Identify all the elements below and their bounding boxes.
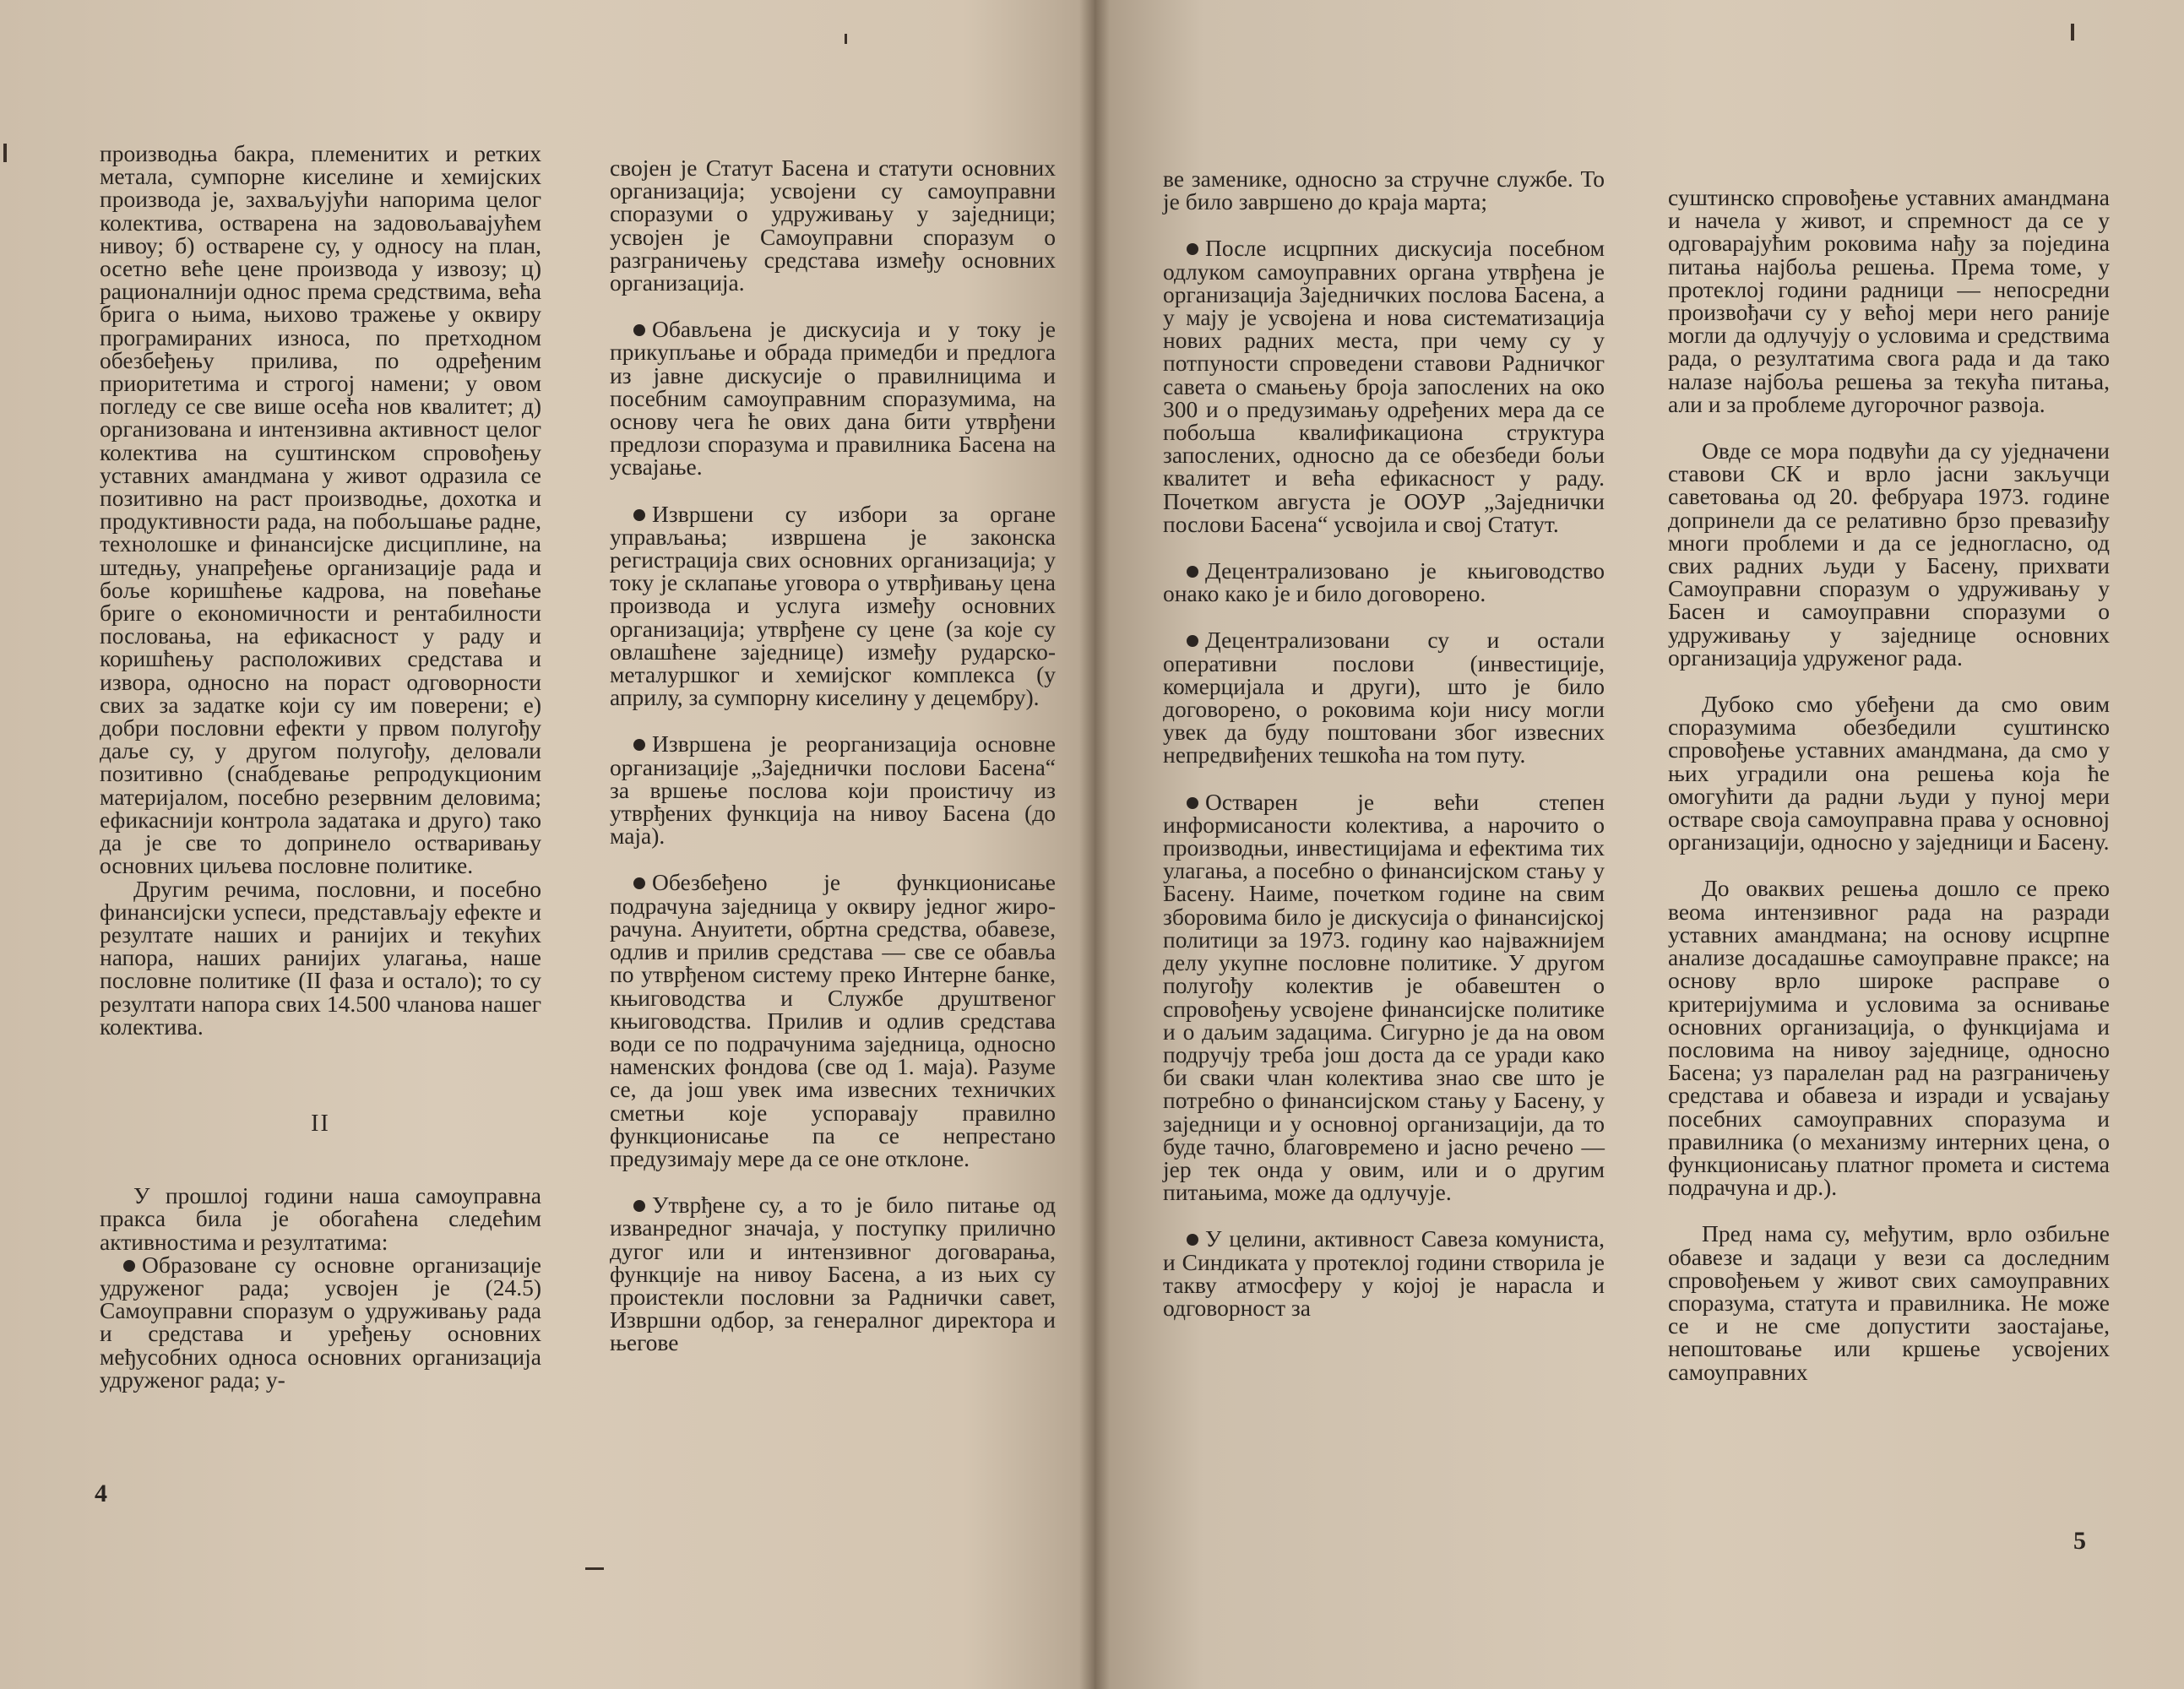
bullet-paragraph	[610, 502, 1056, 709]
paragraph: ве заменике, односно за стручне службе. То је било завршено до краја марта;	[1163, 166, 1605, 215]
bullet-paragraph	[610, 871, 1056, 1170]
bullet-text: Утврђене су, а то је било питање од изванредног значаја, у поступку прилично дугог или и интензивног договарања, функције на нивоу Басена, а из њих су проистекли пословни за Раднички савет, Извршни одбор, за генералног директора и његове	[610, 1192, 1056, 1356]
bullet-text: Извршени су избори за органе управљања; извршена је законска регистрација свих основних организација; у току је склапање уговора о утврђивању цена производа и услуга између основних организација; утврђене су цене (за које су овлашћене заједнице) између рударско-металуршког и хемијског комплекса (у априлу, за сумпорну киселину у децембру).	[610, 500, 1056, 711]
page-number-left: 4	[95, 1480, 107, 1507]
bullet-paragraph	[100, 1253, 541, 1391]
paragraph: суштинско спровођење уставних амандмана и начела у живот, и спремност да се у одговарајућим роковима нађу за поједина питања најбоља решења. Према томе, у протеклој години радници — непосредни произвођачи су у већој мери него раније могли да одлучују о условима и средствима рада, о резултатима свога рада и да тако налазе најбоља решења за текућа питања, али и за проблеме дугорочног развоја.	[1668, 184, 2110, 417]
bullet-icon	[1187, 797, 1198, 809]
bullet-icon	[633, 739, 645, 751]
book-gutter	[1079, 0, 1110, 1689]
paragraph: До оваквих решења дошло се преко веома интензивног рада на разради уставних амандмана; на основу исцрпне анализе досадашње самоуправне праксе; на основу врло широке расправе о критеријумима и условима за оснивање основних организација, о функцијама и пословима на нивоу заједнице, односно Басена; уз паралелан рад на разграничењу средстава и обавеза и изради и усвајању посебних самоуправних споразума и правилника (о механизму интерних цена, о функционисању платног промета и система подрачуна и др.).	[1668, 875, 2110, 1201]
bullet-icon	[1187, 566, 1198, 578]
left-page-column-2	[610, 156, 1056, 1355]
bullet-paragraph	[1163, 1227, 1605, 1319]
bullet-icon	[1187, 243, 1198, 255]
section-intro: У прошлој години наша самоуправна пракса била је обогаћена следећим активностима и резултатима:	[100, 1182, 541, 1255]
bullet-text: Обезбеђено је функционисање подрачуна заједница у оквиру једног жиро-рачуна. Ануитети, обртна средства, обавезе, одлив и прилив средстава — све се обавља по утврђеном систему преко Интерне банке, књиговодства и Службе друштвеног књиговодства. Прилив и одлив средстава води се по подрачунима заједница, односно наменских фондова (све од 1. маја). Разуме се, да још увек има извесних техничких сметњи које успоравају правилно функционисање па се непрестано предузимају мере да се оне отклоне.	[610, 869, 1056, 1171]
section-number: II	[311, 1110, 330, 1137]
bullet-text: Обављена је дискусија и у току је прикупљање и обрада примедби и предлога из јавне дискусије о правилницима и посебним самоуправним споразумима, на основу чега ће ових дана бити утврђени предлози споразума и правилника Басена на усвајање.	[610, 316, 1056, 481]
bullet-text: Остварен је већи степен информисаности колектива, а нарочито о производњи, инвестицијама и ефектима тих улагања, а посебно о финансијском стању у Басену. Наиме, почетком године на свим зборовима било је дискусија о финансијској политици за 1973. годину као најважнијем делу укупне пословне политике. У другом полугођу колектив је обавештен о спровођењу усвојене финансијске политике и о даљим задацима. Сигурно је да на овом подручју треба још доста да се уради како би сваки члан колектива знао све што је потребно о финансијском стању у Басену, у заједници и у основној организацији, да то буде тачно, благовремено и јасно речено — јер тек онда у овим, или и о другим питањима, може да одлучује.	[1163, 788, 1605, 1206]
bullet-icon	[633, 324, 645, 336]
bullet-paragraph	[610, 730, 1056, 850]
bullet-text: Извршена је реорганизација основне организације „Заједнички послови Басена“ за вршење послова који проистичу из утврђених функција на нивоу Басена (до маја).	[610, 730, 1056, 850]
bullet-text: Децентрализовано је књиговодство онако како је и било договорено.	[1163, 557, 1605, 607]
paragraph: Пред нама су, међутим, врло озбиљне обавезе и задаци у вези са доследним спровођењем у живот свих самоуправних споразума, статута и правилника. Не може се и не сме допустити заостајање, непоштовање или кршење усвојених самоуправних	[1668, 1220, 2110, 1385]
paragraph: Другим речима, пословни, и посебно финансијски успеси, представљају ефекте и резултате наших и ранијих и текућих напора, наших ранијих улагања, наше пословне политике (II фаза и остало); то су резултати напора свих 14.500 чланова нашег колектива.	[100, 875, 541, 1040]
paragraph: Овде се мора подвући да су уједначени ставови СК и врло јасни закључци саветовања од 20. фебруара 1973. године допринели да се релативно брзо превазиђу многи проблеми и да се једногласно, од свих радних људи у Басену, прихвати Самоуправни споразум о удруживању у Басен и самоуправни споразуми о удруживању у заједнице основних организација удруженог рада.	[1668, 437, 2110, 671]
bullet-paragraph	[1163, 559, 1605, 605]
page-number-right: 5	[2073, 1527, 2086, 1555]
paragraph: својен је Статут Басена и статути основних организација; усвојени су самоуправни споразуми о удруживању у заједници; усвојен је Самоуправни споразум о разграничењу средстава између основних организација.	[610, 155, 1056, 296]
bullet-icon	[1187, 1234, 1198, 1246]
bullet-icon	[1187, 635, 1198, 647]
paragraph: Дубоко смо убеђени да смо овим споразумима обезбедили суштинско спровођење уставних амандмана, да смо у њих уградили она решења која ће омогућити да радни људи у пуној мери остваре своја самоуправна права у основној организацији, односно у заједници и Басену.	[1668, 691, 2110, 855]
print-speck	[845, 34, 847, 44]
bullet-paragraph	[1163, 236, 1605, 535]
bullet-icon	[633, 877, 645, 889]
bullet-paragraph	[610, 1193, 1056, 1354]
bullet-paragraph	[610, 316, 1056, 481]
bullet-text: Децентрализовани су и остали оперативни послови (инвестиције, комерцијала и други), што је било договорено, о роковима који нису могли увек да буду поштовани због извесних непредвиђених тешкоћа на том путу.	[1163, 627, 1605, 768]
paragraph: производња бакра, племенитих и ретких метала, сумпорне киселине и хемијских производа је, захваљујући напорима целог колектива, остварена на задовољавајућем нивоу; б) остварене су, у односу на план, осетно веће цене производа у извозу; ц) рационалнији однос према средствима, већа брига о њима, њихово тражење у оквиру програмираних износа, по претходном обезбеђењу прилива, по одређеним приоритетима и строгој намени; у овом погледу се све више осећа нов квалитет; д) организована и интензивна активност целог колектива на суштинском спровођењу уставних амандмана у живот одразила се позитивно на раст производње, дохотка и продуктивности рада, на побољшање радне, технолошке и финансијске дисциплине, на штедњу, унапређење организације рада и боље коришћење кадрова, на повећање бриге о економичности и рентабилности пословања, на ефикасност у раду и коришћењу расположивих средстава и извора, односно на пораст одговорности свих за задатке који су им поверени; е) добри пословни ефекти у првом полугођу даље су, у другом полугођу, деловали позитивно (снабдевање репродукционим материјалом, посебно резервним деловима; ефикаснији контрола задатака и друго) тако да је све то допринело остваривању основних циљева пословне политике.	[100, 140, 541, 879]
print-speck	[3, 144, 7, 162]
left-page-column-1	[100, 142, 541, 1391]
print-speck	[2071, 24, 2074, 41]
right-page-column-1	[1163, 167, 1605, 1319]
bullet-icon	[123, 1260, 135, 1272]
right-page-column-2	[1668, 186, 2110, 1383]
print-speck	[585, 1567, 604, 1570]
bullet-paragraph	[1163, 628, 1605, 766]
bullet-text: У целини, активност Савеза комуниста, и Синдиката у протеклој години створила је такву атмосферу у којој је нарасла и одговорност за	[1163, 1225, 1605, 1321]
bullet-icon	[633, 509, 645, 521]
bullet-text: Образоване су основне организације удруженог рада; усвојен је (24.5) Самоуправни споразум о удруживању рада и средстава и уређењу основних међусобних односа основних организација удруженог рада; у-	[100, 1251, 541, 1393]
bullet-icon	[633, 1200, 645, 1212]
bullet-text: После исцрпних дискусија посебном одлуком самоуправних органа утврђена је организација Заједничких послова Басена, а у мају је усвојена и нова систематизација нових радних места, при чему су у потпуности спроведени ставови Радничког савета о смањењу броја запослених на око 300 и о предузимању одређених мера да се побољша квалификациона структура запослених, односно да се обезбеди бољи квалитет и већа ефикасност у раду. Почетком августа је ООУР „Заједнички послови Басена“ усвојила и свој Статут.	[1163, 235, 1605, 537]
bullet-paragraph	[1163, 790, 1605, 1204]
